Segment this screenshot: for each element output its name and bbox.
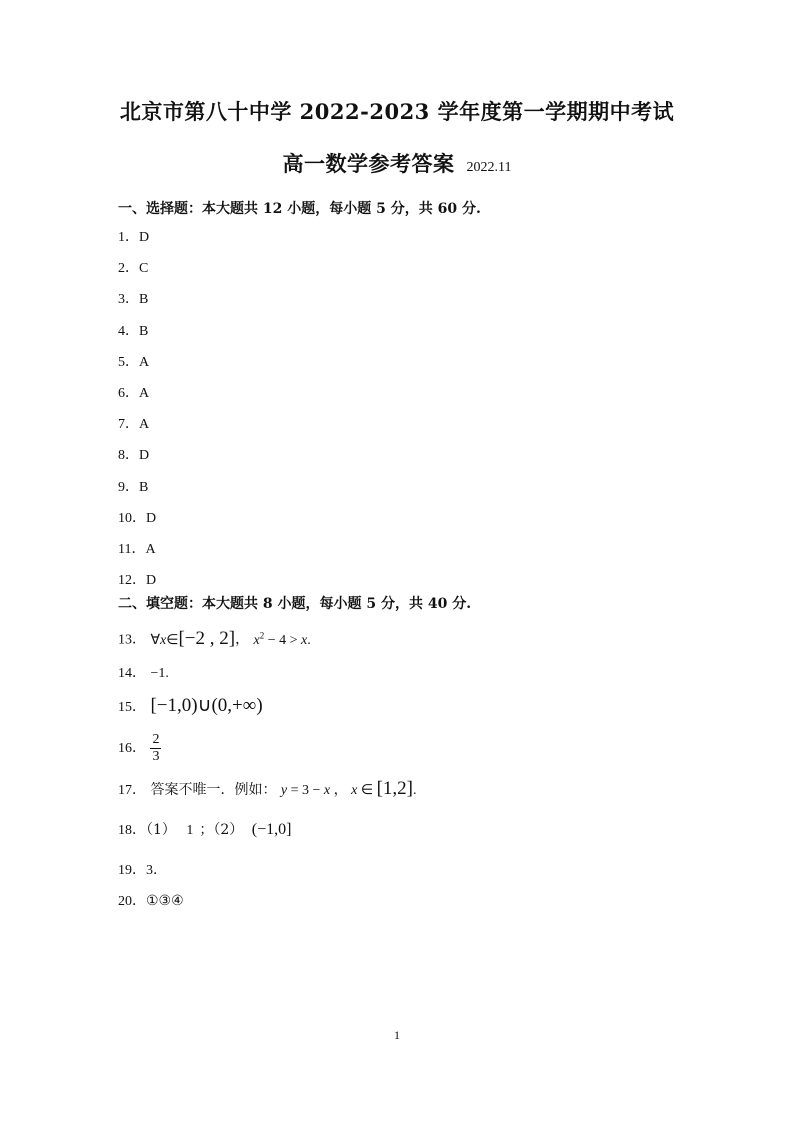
subtitle-text: 高一数学参考答案 [282,151,455,176]
question-number: 11． [118,542,146,557]
var-x: x [301,632,308,648]
question-number: 1． [118,230,139,245]
choice-answer-3 [118,290,148,309]
choice-answer-7 [118,415,149,434]
choice-answer-4 [118,322,148,341]
answer-15 [118,697,263,717]
answer-16 [118,731,161,766]
answer-value: −1 [150,666,166,681]
question-number: 20． [118,894,146,909]
part-2-answer: (−1,0] [251,821,292,838]
part-2-label: （2） [213,822,244,838]
in-symbol: ∈ [357,783,377,798]
interval: [−2 , 2] [178,627,236,649]
part-1-label: （1） [146,822,176,838]
answer-note: 答案不唯一．例如： [150,782,277,798]
question-number: 3． [118,292,139,307]
answer-letter: D [139,230,150,245]
question-number: 10． [118,511,146,526]
answer-19 [118,861,157,880]
question-number: 2． [118,261,139,276]
question-number: 6． [118,386,139,401]
page-number: 1 [394,1028,400,1042]
numerator: 2 [152,731,160,747]
answer-letter: B [139,324,149,339]
forall-symbol: ∀ [150,632,161,648]
answer-value: ①③④ [146,893,184,909]
answer-letter: B [139,480,149,495]
answer-letter: D [146,511,157,526]
answer-letter: A [145,542,156,557]
question-number: 18． [118,823,146,838]
var-x: x [160,632,167,648]
expression: = 3 − [287,783,324,798]
part-1-answer: 1 [186,823,194,838]
choice-answer-12 [118,571,156,590]
answer-17 [118,780,416,800]
choice-answer-10 [118,509,156,528]
question-number: 17． [118,783,146,798]
answer-20 [118,892,184,911]
comma: ， [330,783,352,798]
answer-letter: D [139,448,150,463]
question-number: 12． [118,573,146,588]
question-number: 9． [118,480,139,495]
period: . [165,666,169,681]
answer-18 [118,821,291,840]
document-date: 2022.11 [466,160,512,175]
var-x: x [323,783,331,798]
question-number: 13． [118,632,146,648]
inequality [253,630,311,648]
period: . [153,862,158,878]
question-number: 8． [118,448,139,463]
choice-answer-6 [118,384,149,403]
in-symbol: ∈ [166,632,179,648]
section-heading-fill: 二、填空题：本大题共 8 小题，每小题 5 分，共 40 分. [118,596,472,612]
answer-letter: A [139,417,150,432]
answer-value: [−1,0)∪(0,+∞) [150,695,263,716]
section-heading-choice: 一、选择题：本大题共 12 小题，每小题 5 分，共 60 分. [118,201,481,217]
period: . [412,783,417,798]
exponent: 2 [259,630,265,640]
answer-13-formula [150,627,236,649]
var-y: y [280,783,288,798]
choice-answer-8 [118,446,149,465]
answer-letter: A [139,355,150,370]
inequality-rest: − 4 > [264,632,302,648]
document-title: 北京市第八十中学 2022-2023 学年度第一学期期中考试 [119,99,675,124]
answer-letter: B [139,292,149,307]
choice-answer-9 [118,478,148,497]
var-x: x [253,632,260,648]
document-subtitle [0,148,794,178]
answer-14 [118,664,169,683]
period: . [307,632,311,648]
choice-answer-2 [118,259,148,278]
answer-letter: A [139,386,150,401]
denominator: 3 [152,748,160,764]
answer-value: 3 [146,863,153,878]
answer-13 [118,626,311,650]
question-number: 5． [118,355,139,370]
question-number: 15． [118,700,146,715]
var-x: x [351,783,358,798]
answer-letter: D [146,573,157,588]
answer-letter: C [139,261,149,276]
question-number: 19． [118,863,146,878]
choice-answer-11 [118,540,156,559]
choice-answer-1 [118,228,149,247]
fraction [150,732,161,765]
question-number: 7． [118,417,139,432]
question-number: 14． [118,666,146,681]
answer-17-formula [280,778,417,799]
question-number: 4． [118,324,139,339]
interval: [1,2] [376,778,413,799]
semicolon: ； [199,822,214,838]
choice-answer-5 [118,353,149,372]
comma: ， [235,631,250,648]
question-number: 16． [118,741,146,756]
